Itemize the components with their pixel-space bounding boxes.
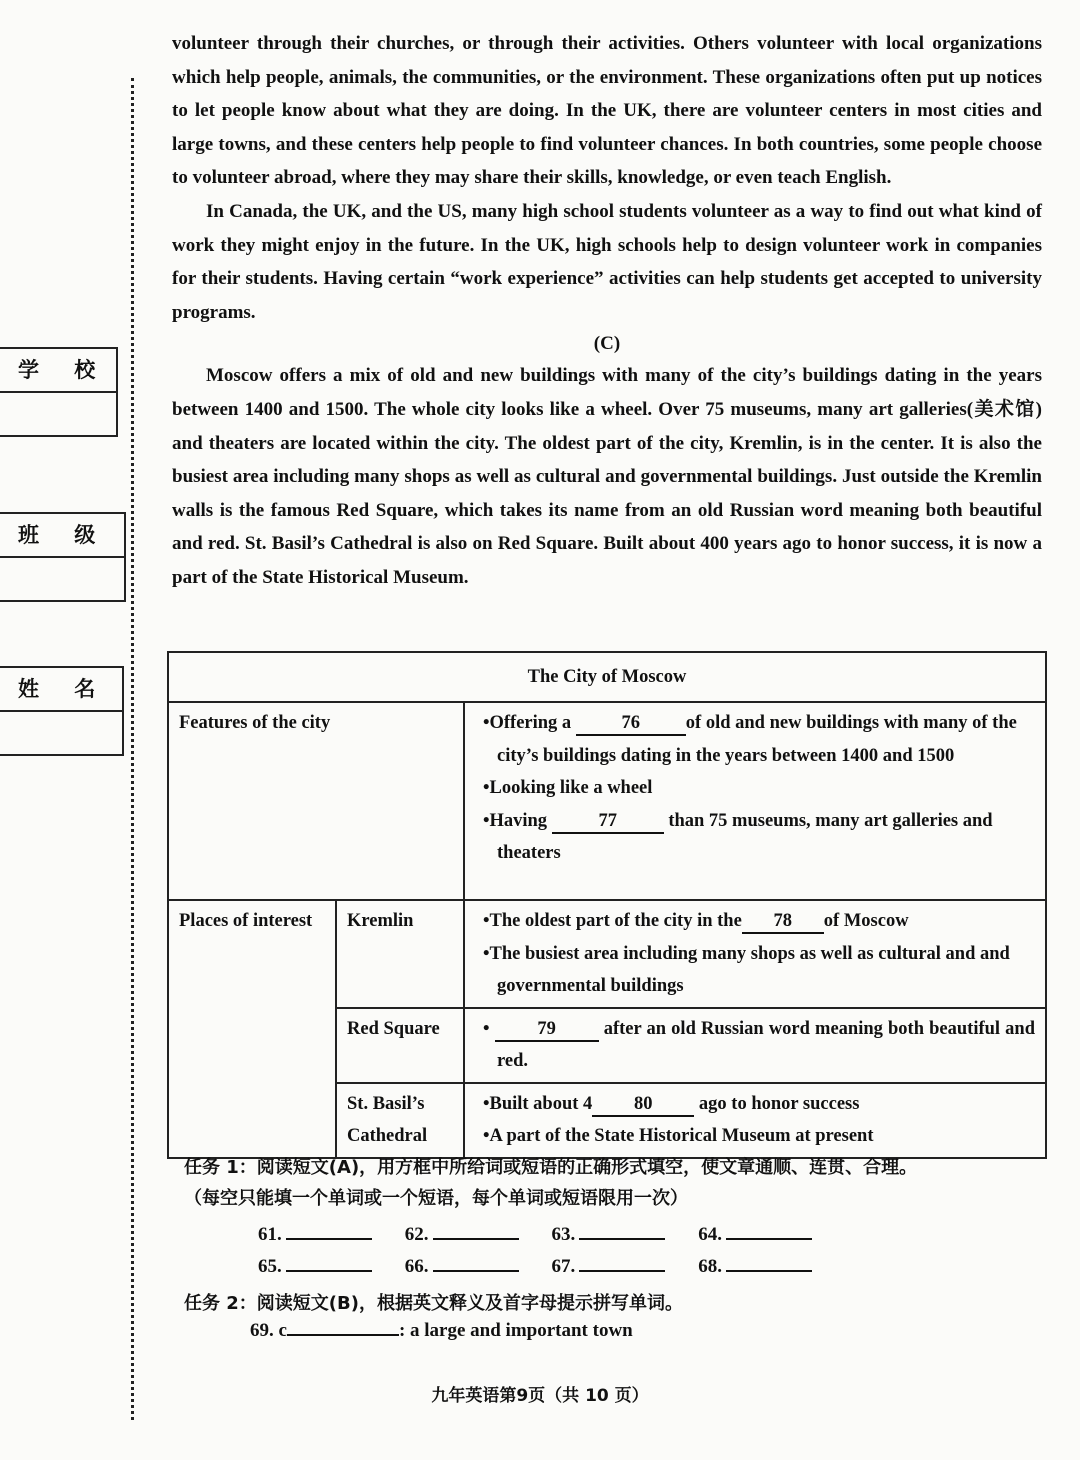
task-instructions [184, 1152, 1044, 1214]
school-blank[interactable] [0, 393, 116, 435]
section-c-heading: (C) [593, 333, 621, 355]
class-field [0, 512, 126, 602]
blank-77[interactable]: 77 [552, 810, 664, 834]
page-footer: 九年英语第9页（共 10 页） [431, 1386, 649, 1406]
name-field [0, 666, 124, 756]
answer-69-blank[interactable] [287, 1320, 399, 1336]
task1-instruction: 任务 1：阅读短文(A)，用方框中所给词或短语的正确形式填空，使文章通顺、连贯、合理。 [184, 1157, 918, 1178]
blank-79[interactable]: 79 [495, 1018, 599, 1042]
answer-63[interactable]: 63. [552, 1224, 694, 1246]
name-blank[interactable] [0, 712, 122, 754]
task2-area [184, 1288, 1044, 1319]
binding-dotted-line [131, 78, 134, 1420]
answer-66[interactable]: 66. [405, 1256, 547, 1278]
moscow-table [167, 651, 1047, 1159]
school-label: 学 校 [0, 349, 116, 393]
school-field [0, 347, 118, 437]
blank-78[interactable]: 78 [742, 910, 824, 934]
answer-68[interactable]: 68. [698, 1256, 840, 1278]
red-square-cell: • 79 after an old Russian word meaning both beautiful and red. [464, 1008, 1046, 1083]
passage-b-paragraph-2: In Canada, the UK, and the US, many high school students volunteer as a way to find out what kind of work they might enjoy in the future. In the UK, high schools help to design volunteer work in companies for their students. Having certain “work experience” activities can help students get accepted to university programs. [172, 200, 1042, 323]
answer-61[interactable]: 61. [258, 1224, 400, 1246]
answer-65[interactable]: 65. [258, 1256, 400, 1278]
answer-row-1 [258, 1224, 840, 1246]
features-cell: •Offering a 76 of old and new buildings with many of the city’s buildings dating in the years between 1400 and 1500 •Looking like a wheel •Having 77 than 75 museums, many art galleries and theaters [464, 702, 1046, 900]
answer-62[interactable]: 62. [405, 1224, 547, 1246]
class-label: 班 级 [0, 514, 124, 558]
places-label: Places of interest [168, 900, 336, 1158]
red-square-label: Red Square [336, 1008, 464, 1083]
features-label: Features of the city [168, 702, 464, 900]
blank-80[interactable]: 80 [592, 1093, 694, 1117]
passage-area [172, 27, 1042, 595]
class-blank[interactable] [0, 558, 124, 600]
cathedral-cell: •Built about 4 80 ago to honor success •A part of the State Historical Museum at present [464, 1083, 1046, 1158]
answer-row-2 [258, 1256, 840, 1278]
cathedral-label: St. Basil’s Cathedral [336, 1083, 464, 1158]
task1-note: （每空只能填一个单词或一个短语，每个单词或短语限用一次） [184, 1188, 688, 1209]
task2-instruction: 任务 2：阅读短文(B)，根据英文释义及首字母提示拼写单词。 [184, 1293, 683, 1314]
kremlin-cell: •The oldest part of the city in the 78 of Moscow •The busiest area including many shops as well as cultural and and governmental buildings [464, 900, 1046, 1008]
question-69: 69. c : a large and important town [250, 1320, 633, 1341]
name-label: 姓 名 [0, 668, 122, 712]
kremlin-label: Kremlin [336, 900, 464, 1008]
answer-64[interactable]: 64. [698, 1224, 840, 1246]
passage-b-paragraph-1: volunteer through their churches, or through their activities. Others volunteer with local organizations which help people, animals, the communities, or the environment. These organizations often put up notices to let people know about what they are doing. In the UK, there are volunteer centers in most cities and large towns, and these centers help people to find volunteer chances. In both countries, some people choose to volunteer abroad, where they may share their skills, knowledge, or even teach English. [172, 33, 1042, 189]
table-title: The City of Moscow [168, 652, 1046, 702]
passage-c-paragraph: Moscow offers a mix of old and new buildings with many of the city’s buildings dating in the years between 1400 and 1500. The whole city looks like a wheel. Over 75 museums, many art galleries(美术馆) and theaters are located within the city. The oldest part of the city, Kremlin, is in the center. It is also the busiest area including many shops as well as cultural and governmental buildings. Just outside the Kremlin walls is the famous Red Square, which takes its name from an old Russian word meaning both beautiful and red. St. Basil’s Cathedral is also on Red Square. Built about 400 years ago to honor success, it is now a part of the State Historical Museum. [172, 365, 1042, 588]
blank-76[interactable]: 76 [576, 712, 686, 736]
answer-67[interactable]: 67. [552, 1256, 694, 1278]
